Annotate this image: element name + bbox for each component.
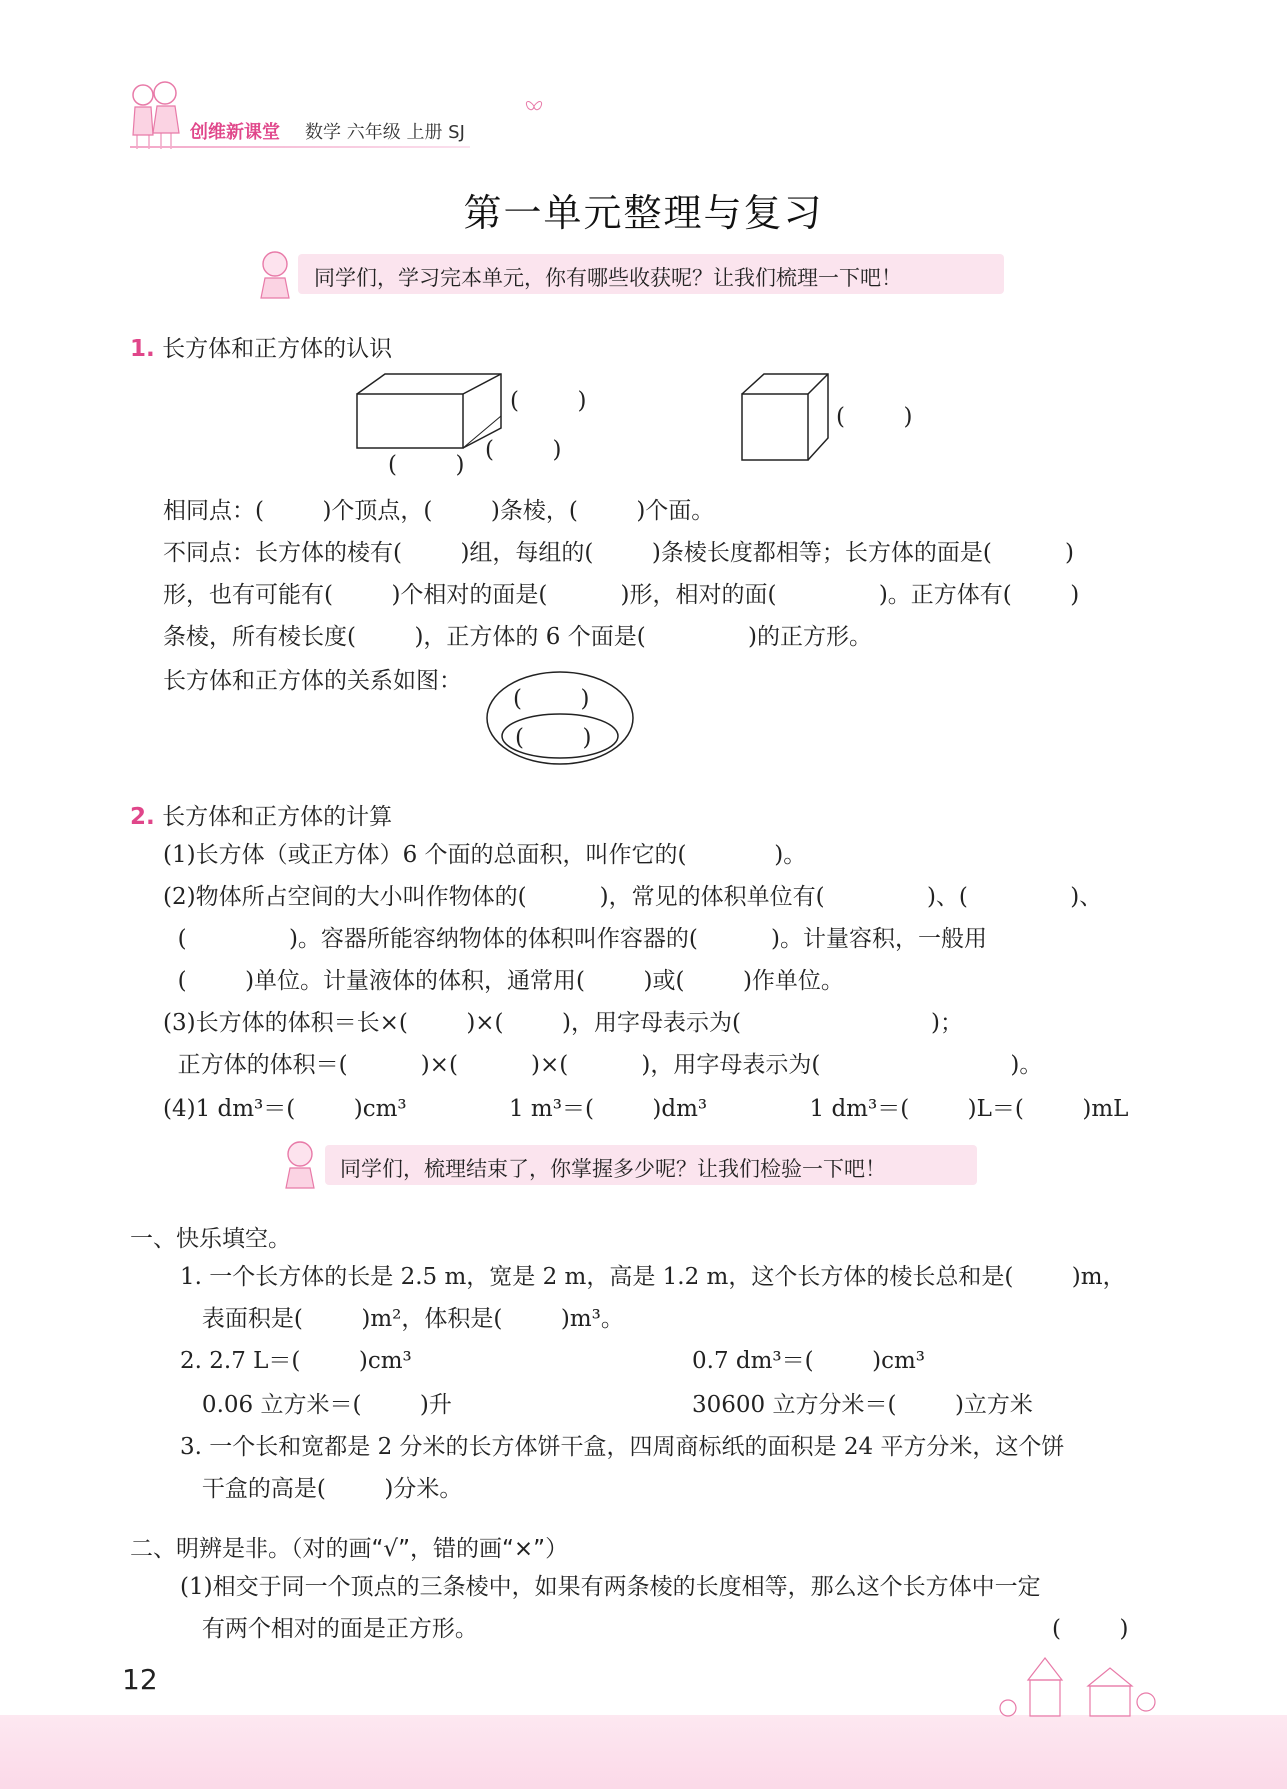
cube-edge-blank[interactable]: ( ) (836, 404, 913, 430)
part-2-line-2: 有两个相对的面是正方形。 (180, 1616, 478, 1642)
intro-banner-text: 同学们，学习完本单元，你有哪些收获呢？让我们梳理一下吧！ (314, 266, 902, 290)
section-1-line-2: 不同点：长方体的棱有( )组，每组的( )条棱长度都相等；长方体的面是( ) (163, 540, 1074, 566)
girl-mascot-icon (255, 248, 295, 306)
section-2-line-1: (1)长方体（或正方体）6 个面的总面积，叫作它的( )。 (163, 842, 807, 868)
kids-illustration (125, 75, 185, 155)
part-2-heading: 二、明辨是非。（对的画“√”，错的画“×”） (130, 1536, 569, 1562)
section-2-line-6: 正方体的体积＝( )×( )×( )，用字母表示为( )。 (163, 1052, 1043, 1078)
cuboid-height-blank[interactable]: ( ) (510, 388, 587, 414)
brand-name: 创维新课堂 (190, 122, 280, 143)
book-subtitle: 数学 六年级 上册 SJ (305, 122, 465, 143)
section-1-line-4: 条棱，所有棱长度( )，正方体的 6 个面是( )的正方形。 (163, 624, 872, 650)
section-1-line-5: 长方体和正方体的关系如图： (163, 668, 462, 694)
part-2-line-1: (1)相交于同一个顶点的三条棱中，如果有两条棱的长度相等，那么这个长方体中一定 (180, 1574, 1041, 1600)
section-2-number: 2. (130, 804, 155, 830)
part-1-line-2: 表面积是( )m²，体积是( )m³。 (180, 1306, 624, 1332)
cuboid-figure (355, 372, 505, 452)
header-rule (130, 146, 470, 148)
part-2-answer-blank[interactable]: ( ) (1052, 1616, 1129, 1642)
part-1-line-4: 0.7 dm³＝( )cm³ (692, 1348, 925, 1374)
footer-band (0, 1715, 1287, 1789)
section-2-line-7: (4)1 dm³＝( )cm³ 1 m³＝( )dm³ 1 dm³＝( )L＝( )mL (163, 1096, 1129, 1122)
part-1-line-8: 干盒的高是( )分米。 (180, 1476, 463, 1502)
section-2-line-5: (3)长方体的体积＝长×( )×( )，用字母表示为( )； (163, 1010, 964, 1036)
girl-mascot-icon (280, 1138, 320, 1196)
section-1-number: 1. (130, 336, 155, 362)
venn-inner-blank[interactable]: ( ) (515, 725, 592, 751)
castle-decoration-icon (990, 1650, 1160, 1716)
butterfly-icon (524, 98, 544, 114)
section-1-title: 长方体和正方体的认识 (162, 336, 393, 362)
section-1-line-3: 形，也有可能有( )个相对的面是( )形，相对的面( )。正方体有( ) (163, 582, 1080, 608)
section-1-line-1: 相同点：( )个顶点，( )条棱，( )个面。 (163, 498, 715, 524)
section-2-heading (130, 798, 392, 831)
venn-outer-blank[interactable]: ( ) (513, 686, 590, 712)
check-banner-text: 同学们，梳理结束了，你掌握多少呢？让我们检验一下吧！ (340, 1157, 886, 1181)
section-2-title: 长方体和正方体的计算 (162, 804, 393, 830)
part-1-line-7: 3. 一个长和宽都是 2 分米的长方体饼干盒，四周商标纸的面积是 24 平方分米，这个饼 (180, 1434, 1065, 1460)
part-1-heading: 一、快乐填空。 (130, 1226, 291, 1252)
part-1-line-1: 1. 一个长方体的长是 2.5 m，宽是 2 m，高是 1.2 m，这个长方体的棱长总和是( )m， (180, 1264, 1126, 1290)
section-2-line-4: ( )单位。计量液体的体积，通常用( )或( )作单位。 (163, 968, 844, 994)
section-2-line-3: ( )。容器所能容纳物体的体积叫作容器的( )。计量容积，一般用 (163, 926, 987, 952)
cuboid-width-blank[interactable]: ( ) (485, 437, 562, 463)
part-1-line-6: 30600 立方分米＝( )立方米 (692, 1392, 1033, 1418)
section-1-heading (130, 330, 392, 363)
section-2-line-2: (2)物体所占空间的大小叫作物体的( )，常见的体积单位有( )、( )、 (163, 884, 1103, 910)
part-1-line-5: 0.06 立方米＝( )升 (180, 1392, 452, 1418)
cuboid-length-blank[interactable]: ( ) (388, 452, 465, 478)
page-number: 12 (122, 1663, 158, 1696)
page-title: 第一单元整理与复习 (463, 191, 824, 235)
part-1-line-3: 2. 2.7 L＝( )cm³ (180, 1348, 412, 1374)
cube-figure (740, 372, 832, 464)
